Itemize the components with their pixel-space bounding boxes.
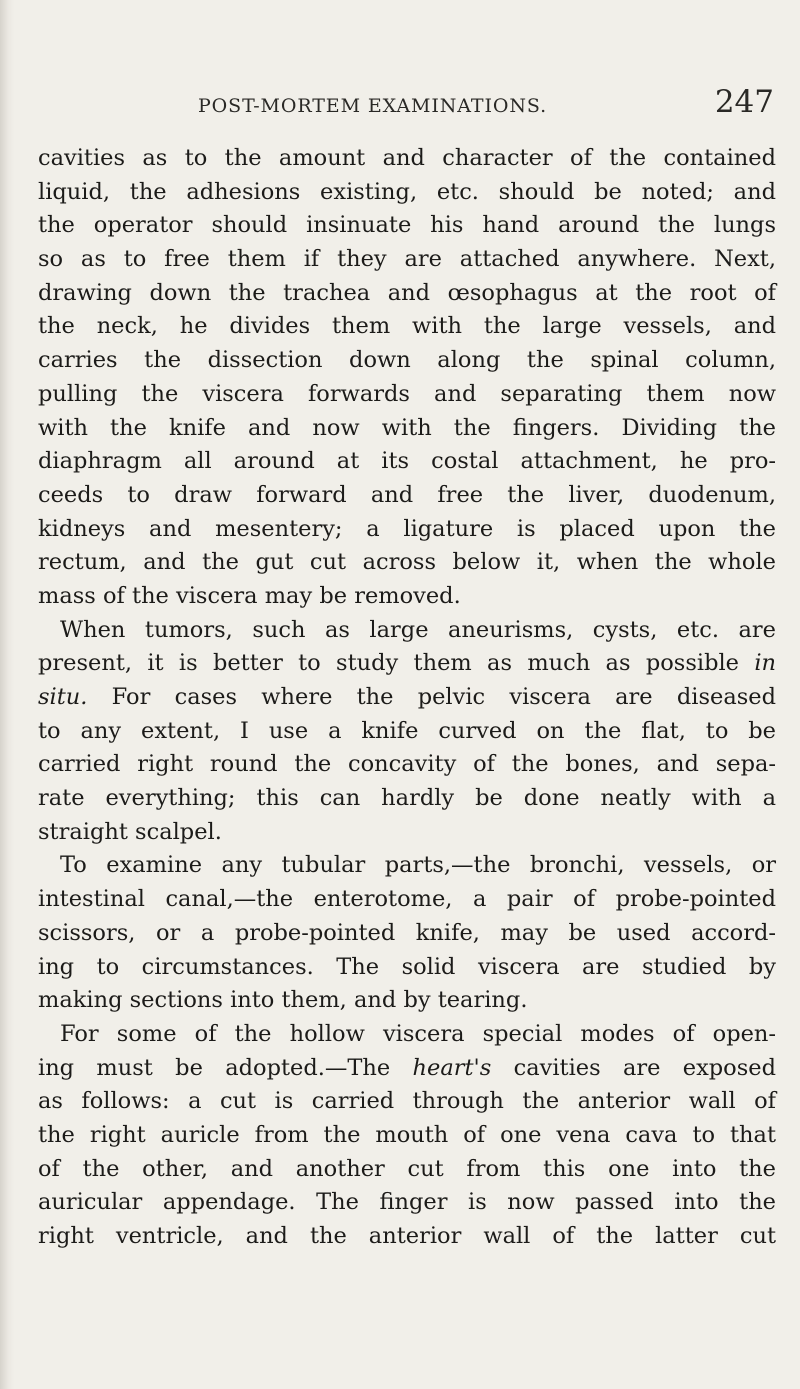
book-page [38,0,778,1389]
text-line: the right auricle from the mouth of one vena cava to that [38,1121,776,1148]
text-line: ing to circumstances. The solid viscera are studied by [38,953,776,980]
text-line: diaphragm all around at its costal attachment, he pro- [38,448,776,475]
page-number: 247 [714,84,774,120]
scan-edge-shadow [0,0,14,1389]
text-line: When tumors, such as large aneurisms, cysts, etc. are [60,616,776,643]
text-line: rate everything; this can hardly be done neatly with a [38,785,776,812]
text-line: as follows: a cut is carried through the anterior wall of [38,1088,776,1115]
text-line: auricular appendage. The finger is now passed into the [38,1189,776,1216]
text-line: intestinal canal,—the enterotome, a pair of probe-pointed [38,886,776,913]
text-line: liquid, the adhesions existing, etc. should be noted; and [38,178,776,205]
text-line: carried right round the concavity of the bones, and sepa- [38,751,776,778]
text-line: cavities as to the amount and character of the contained [38,145,776,171]
text-line: straight scalpel. [38,818,222,845]
text-line: pulling the viscera forwards and separating them now [38,380,776,407]
text-line: scissors, or a probe-pointed knife, may be used accord- [38,919,776,946]
italic-word: in [754,650,776,677]
text-line: of the other, and another cut from this one into the [38,1155,776,1182]
text-line: carries the dissection down along the spinal column, [38,347,776,374]
text-line: mass of the viscera may be removed. [38,582,461,609]
text-line: the neck, he divides them with the large vessels, and [38,313,776,340]
text-line: making sections into them, and by tearing. [38,987,528,1014]
running-head [38,84,776,124]
text-line: ing must be adopted.—The heart's cavities are exposed [38,1054,776,1081]
text-line: ceeds to draw forward and free the liver, duodenum, [38,481,776,508]
text-line: the operator should insinuate his hand around the lungs [38,212,776,239]
running-title: POST-MORTEM EXAMINATIONS. [198,95,548,117]
text-line: with the knife and now with the fingers. Dividing the [38,414,776,441]
italic-word: heart's [412,1054,492,1081]
text-line: to any extent, I use a knife curved on the flat, to be [38,717,776,744]
italic-word: situ. [38,684,88,710]
text-line: For some of the hollow viscera special modes of open- [60,1020,776,1047]
text-line: right ventricle, and the anterior wall of the latter cut [38,1223,776,1249]
text-line: present, it is better to study them as much as possible in [38,650,776,677]
text-line: situ. For cases where the pelvic viscera are diseased [38,684,776,710]
text-line: kidneys and mesentery; a ligature is placed upon the [38,515,776,542]
text-line: rectum, and the gut cut across below it, when the whole [38,549,776,576]
text-line: To examine any tubular parts,—the bronchi, vessels, or [60,852,776,879]
text-line: so as to free them if they are attached anywhere. Next, [38,246,776,273]
body-text [38,142,776,1254]
text-line: drawing down the trachea and œsophagus at the root of [38,279,776,306]
